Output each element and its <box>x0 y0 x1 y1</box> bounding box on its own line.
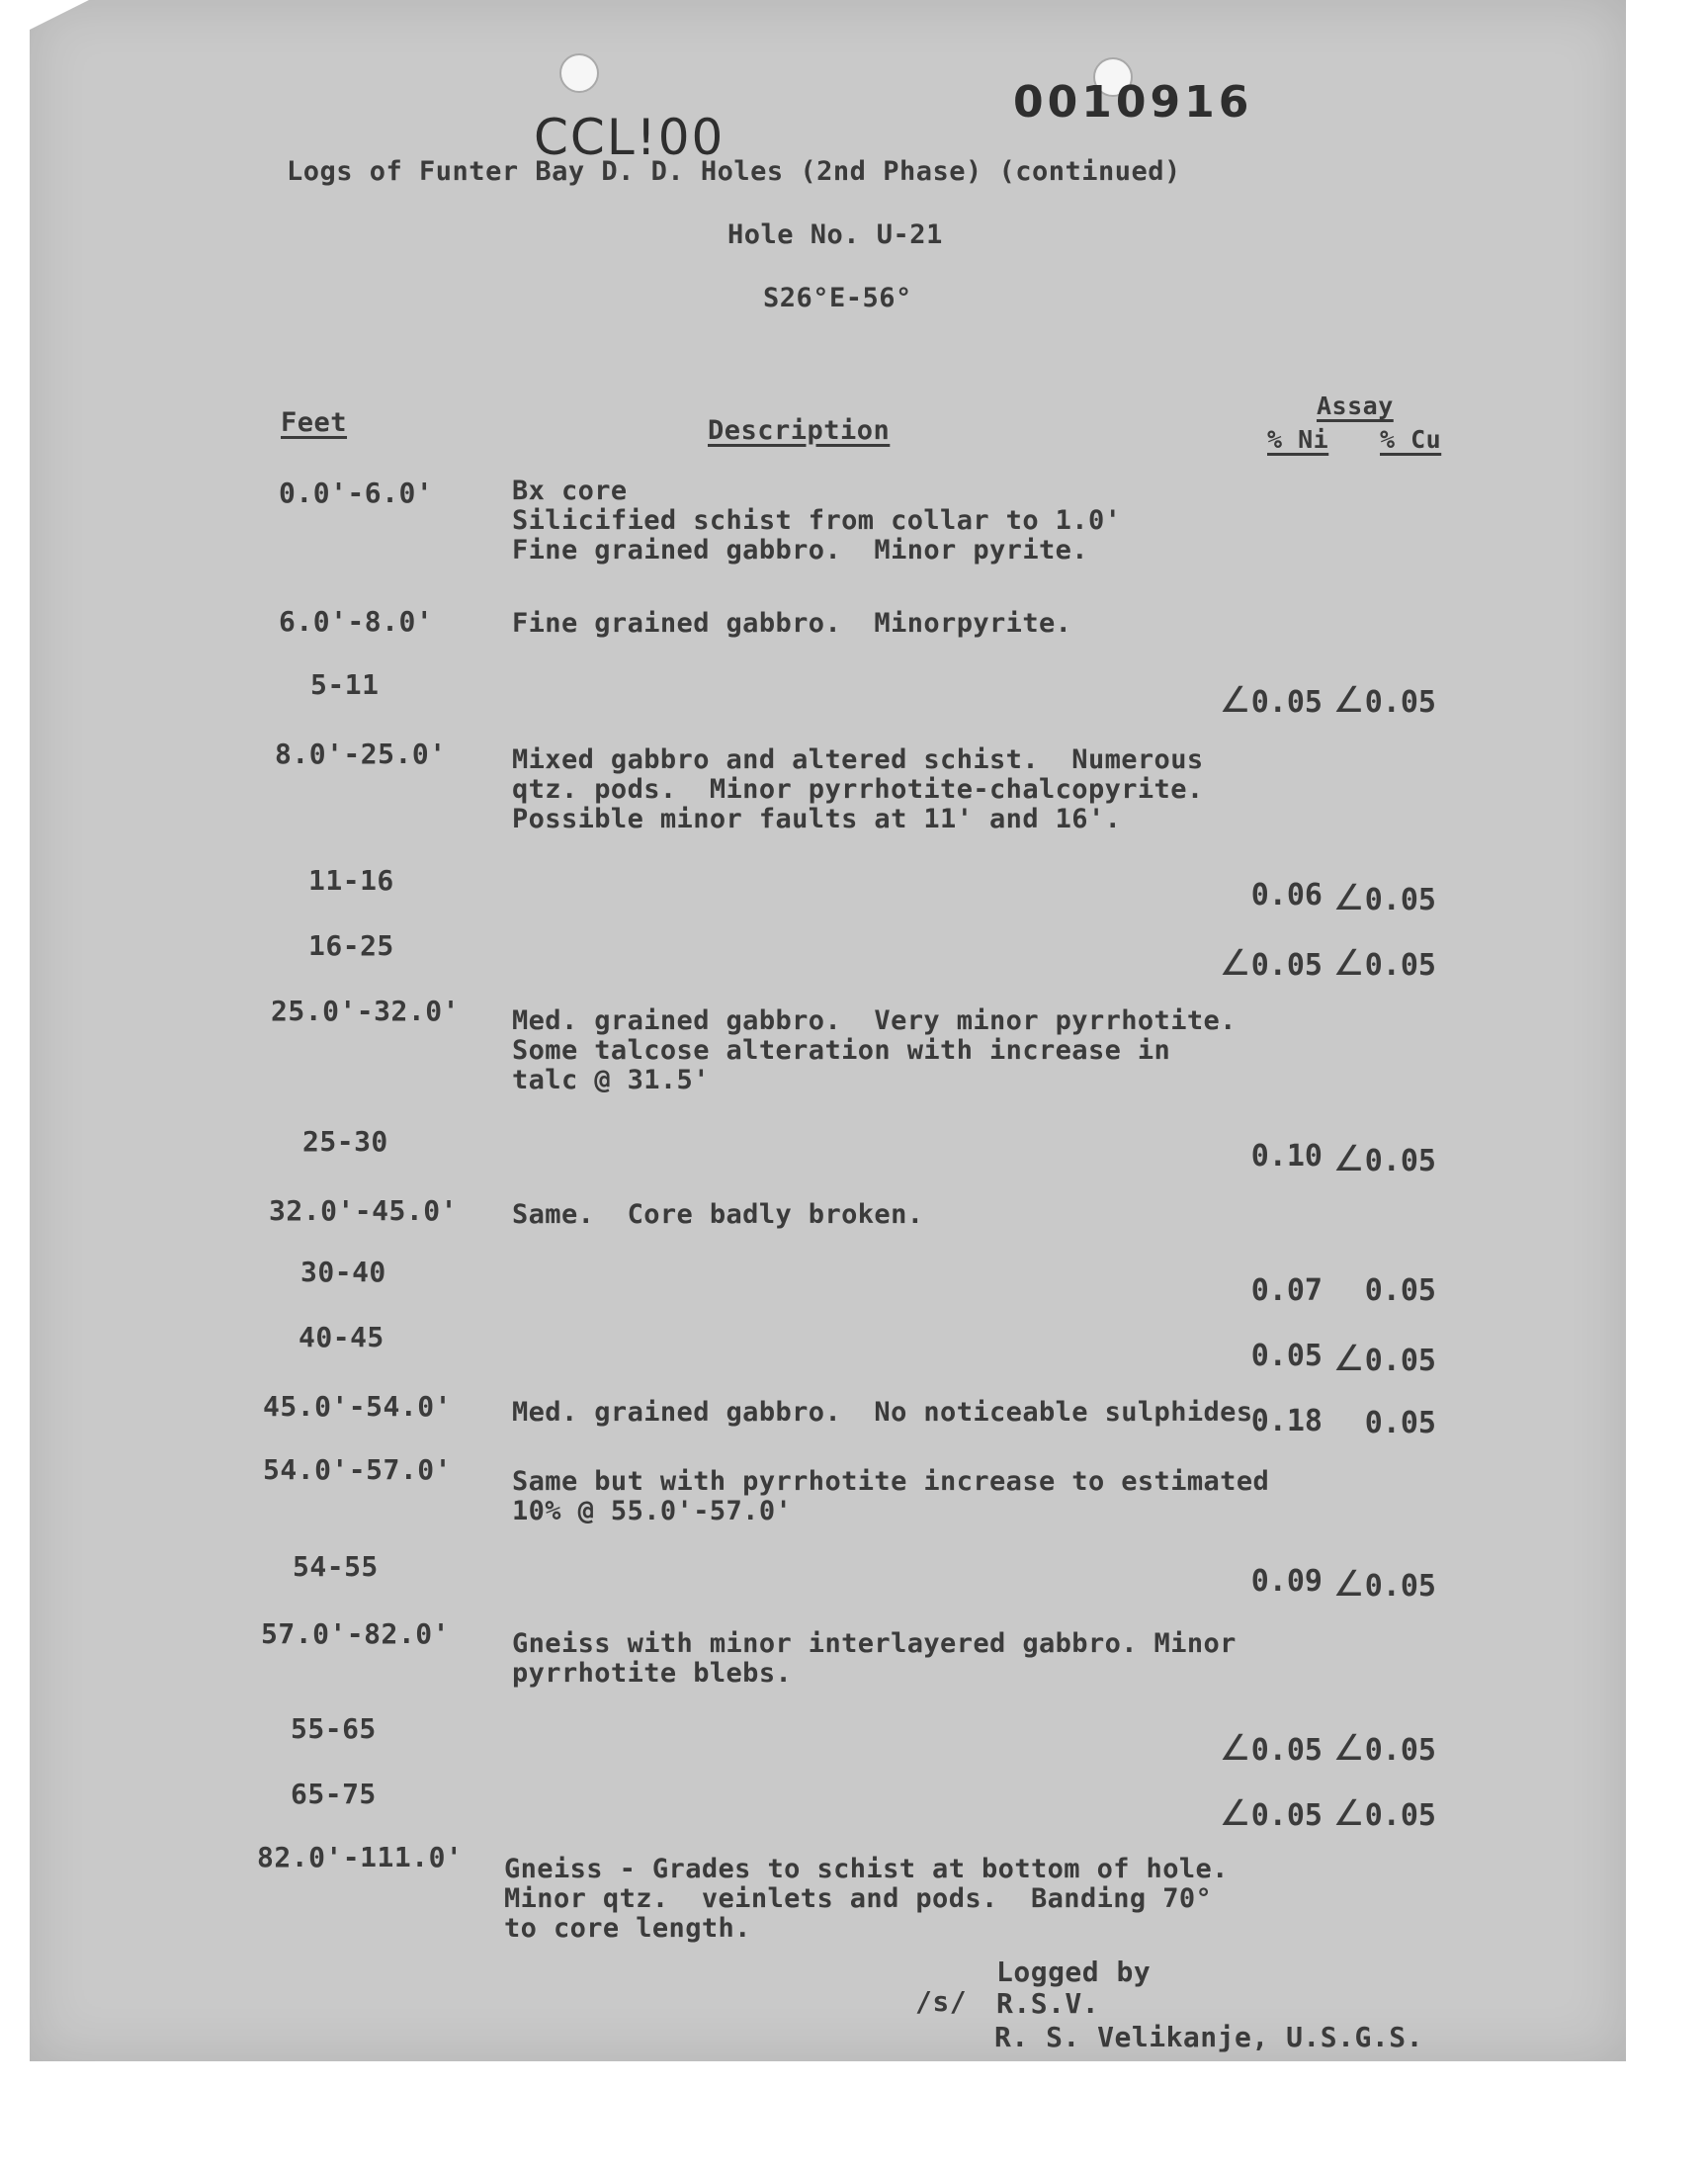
signature-name: R. S. Velikanje, U.S.G.S. <box>994 2021 1423 2053</box>
assay-cu-value: ∠0.05 <box>1332 680 1436 721</box>
assay-cu-value: ∠0.05 <box>1332 943 1436 984</box>
assay-cu-value: ∠0.05 <box>1332 1339 1436 1379</box>
interval-feet: 45.0'-54.0' <box>263 1390 452 1423</box>
hole-bearing: S26°E-56° <box>763 283 912 313</box>
sample-range: 54-55 <box>293 1550 379 1583</box>
hole-number: Hole No. U-21 <box>727 219 943 250</box>
assay-ni-value: 0.05 <box>1250 1339 1323 1373</box>
assay-ni-value: 0.06 <box>1250 878 1323 913</box>
assay-cu-value: 0.05 <box>1364 1406 1436 1440</box>
assay-ni-value: 0.07 <box>1250 1273 1323 1308</box>
sample-range: 30-40 <box>300 1256 386 1288</box>
interval-description: Mixed gabbro and altered schist. Numerous qtz. pods. Minor pyrrhotite-chalcopyrite. Possible minor faults at 11' and 16'. <box>512 744 1204 834</box>
interval-description: Same but with pyrrhotite increase to estimated 10% @ 55.0'-57.0' <box>512 1466 1270 1526</box>
interval-description: Gneiss - Grades to schist at bottom of hole. Minor qtz. veinlets and pods. Banding 70° to core length. <box>504 1854 1229 1944</box>
punch-hole-left <box>559 53 599 93</box>
interval-feet: 57.0'-82.0' <box>261 1617 450 1650</box>
interval-description: Med. grained gabbro. Very minor pyrrhotite. Some talcose alteration with increase in talc @ 31.5' <box>512 1005 1237 1095</box>
column-header-assay: Assay <box>1317 392 1394 420</box>
assay-cu-value: ∠0.05 <box>1332 1139 1436 1179</box>
logged-by-label: Logged by <box>996 1956 1152 1988</box>
interval-feet: 54.0'-57.0' <box>263 1453 452 1486</box>
column-header-feet: Feet <box>281 407 348 438</box>
signature-mark: /s/ <box>915 1985 968 2018</box>
interval-description: Same. Core badly broken. <box>512 1199 924 1230</box>
interval-feet: 0.0'-6.0' <box>279 477 434 509</box>
column-header-cu: % Cu <box>1380 425 1442 454</box>
assay-ni-value: ∠0.05 <box>1219 680 1323 721</box>
assay-cu-value: 0.05 <box>1364 1273 1436 1308</box>
assay-cu-value: ∠0.05 <box>1332 1728 1436 1769</box>
sample-range: 65-75 <box>291 1778 377 1810</box>
assay-cu-value: ∠0.05 <box>1332 1564 1436 1605</box>
assay-ni-value: ∠0.05 <box>1219 1793 1323 1834</box>
signature-initials: R.S.V. <box>996 1987 1100 2020</box>
assay-ni-value: 0.18 <box>1250 1404 1323 1438</box>
interval-description: Fine grained gabbro. Minorpyrite. <box>512 608 1072 639</box>
assay-ni-value: ∠0.05 <box>1219 943 1323 984</box>
page-number: 0010916 <box>1013 77 1253 128</box>
interval-feet: 6.0'-8.0' <box>279 605 434 638</box>
assay-ni-value: 0.09 <box>1250 1564 1323 1599</box>
sample-range: 40-45 <box>299 1321 384 1353</box>
sample-range: 11-16 <box>308 864 394 897</box>
assay-cu-value: ∠0.05 <box>1332 878 1436 918</box>
interval-feet: 8.0'-25.0' <box>275 738 447 770</box>
column-header-ni: % Ni <box>1267 425 1329 454</box>
interval-description: Med. grained gabbro. No noticeable sulphides <box>512 1397 1253 1428</box>
sample-range: 16-25 <box>308 929 394 962</box>
interval-feet: 32.0'-45.0' <box>269 1194 458 1227</box>
assay-ni-value: 0.10 <box>1250 1139 1323 1174</box>
sample-range: 5-11 <box>310 668 380 701</box>
interval-description: Gneiss with minor interlayered gabbro. Minor pyrrhotite blebs. <box>512 1628 1237 1689</box>
interval-feet: 82.0'-111.0' <box>257 1841 464 1873</box>
assay-ni-value: ∠0.05 <box>1219 1728 1323 1769</box>
assay-cu-value: ∠0.05 <box>1332 1793 1436 1834</box>
interval-description: Bx core Silicified schist from collar to 1.0' Fine grained gabbro. Minor pyrite. <box>512 476 1122 566</box>
handwritten-note: CCL!00 <box>534 109 726 166</box>
interval-feet: 25.0'-32.0' <box>271 995 460 1027</box>
sample-range: 25-30 <box>302 1125 388 1158</box>
heading-title: Logs of Funter Bay D. D. Holes (2nd Phase) (continued) <box>287 156 1181 187</box>
sample-range: 55-65 <box>291 1712 377 1745</box>
column-header-description: Description <box>708 415 891 446</box>
